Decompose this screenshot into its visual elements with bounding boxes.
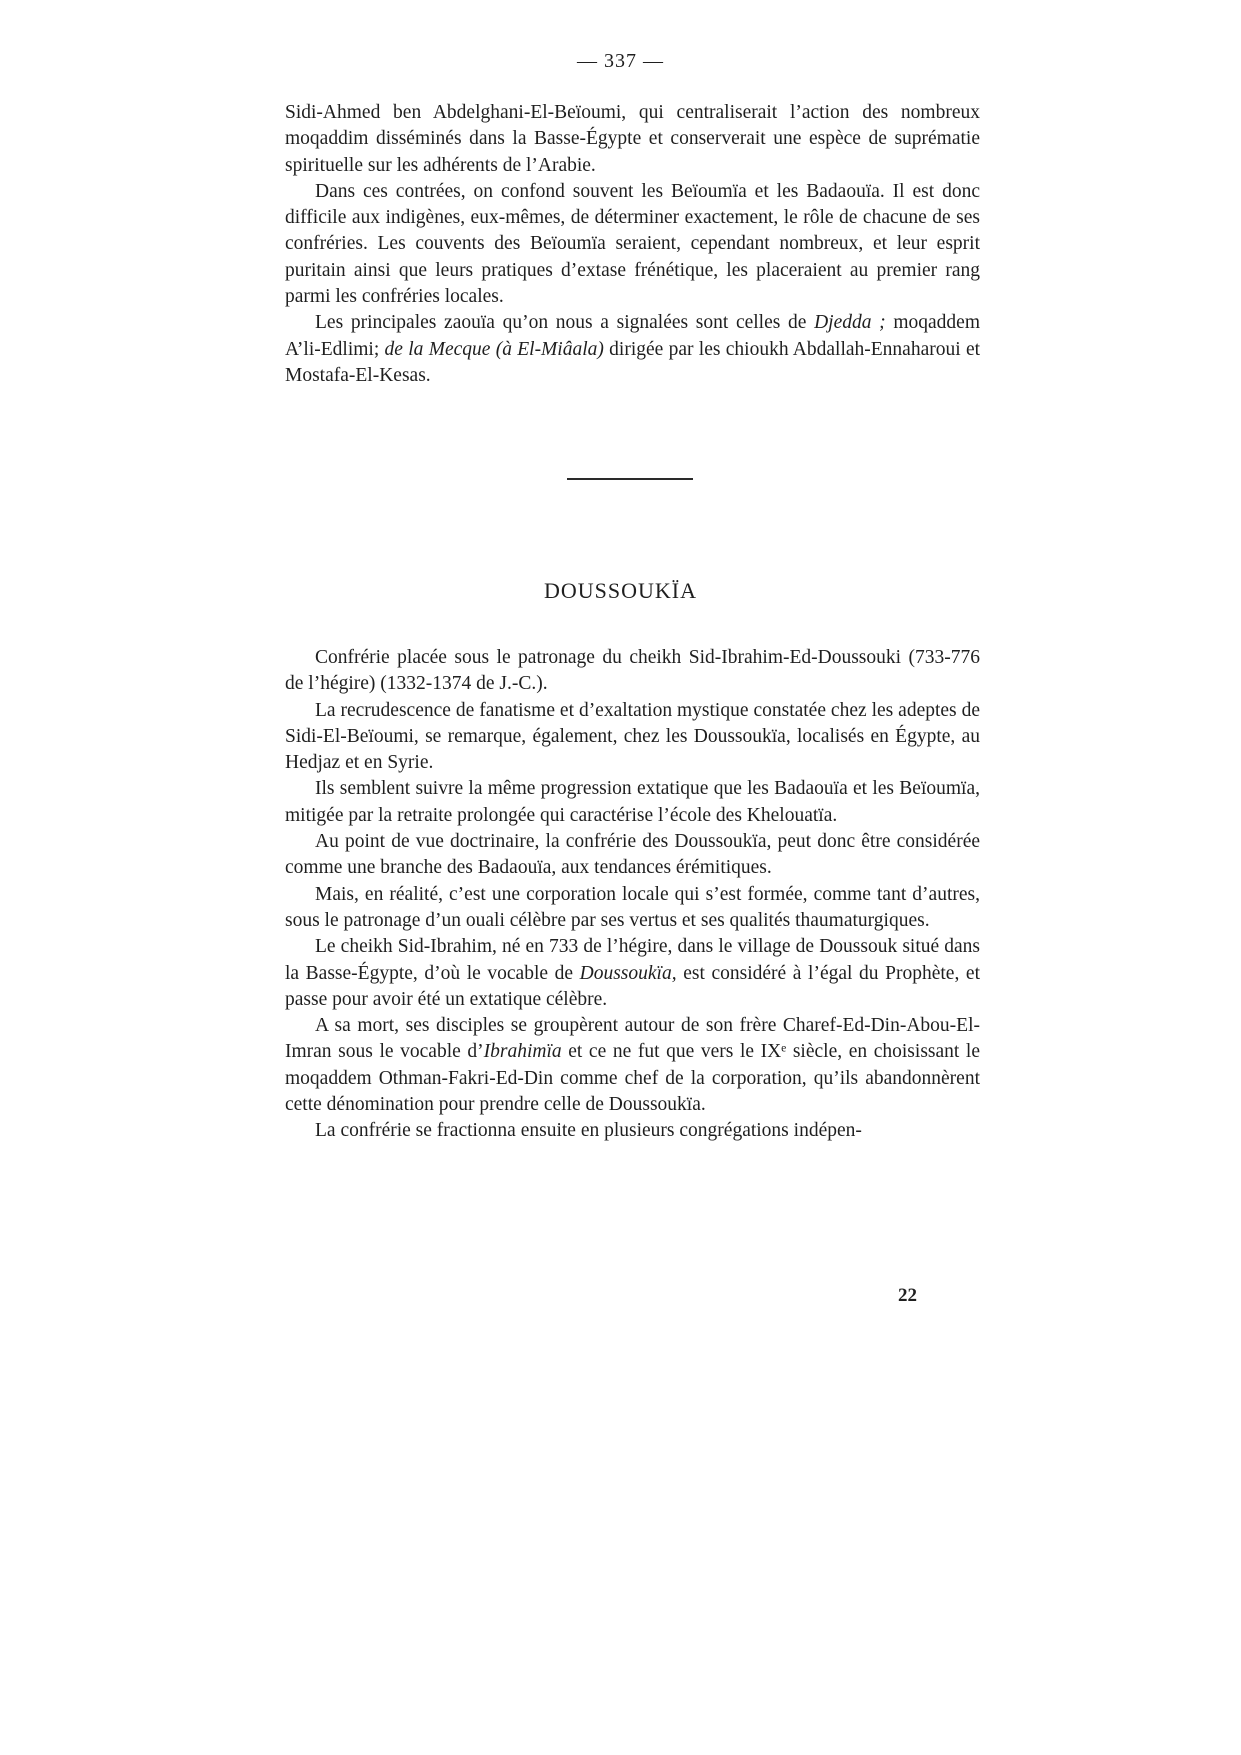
text-run: est considéré à l’égal du Prophète, et passe pour avoir été un extatique célèbre. [285, 962, 981, 1010]
section-divider [567, 478, 693, 480]
main-text-block [285, 645, 980, 1145]
paragraph-last-line: La confrérie se fractionna ensuite en plusieurs congrégations indépen- [315, 1120, 862, 1142]
text-run: moqaddem A’li-Edlimi; [285, 312, 980, 360]
paragraph: Sidi-Ahmed ben Abdelghani-El-Beïoumi, qui centraliserait l’action des nombreux moqaddim disséminés dans la Basse-Égypte et conserverait une espèce de suprématie spirituelle sur les adhérents de l’Arabie. [285, 102, 980, 176]
text-run: et ce ne fut que vers le IXᵉ siècle, en choisissant le moqaddem Othman-Fakri-Ed-Din comme chef de la corporation, qu’ils abandonnèrent cette dénomination pour prendre celle de Doussoukïa. [285, 1041, 980, 1116]
top-text-block [285, 100, 980, 389]
paragraph: Confrérie placée sous le patronage du cheikh Sid-Ibrahim-Ed-Doussouki (733-776 de l’hégire) (1332-1374 de J.-C.). [285, 647, 980, 695]
paragraph: Au point de vue doctrinaire, la confrérie des Doussoukïa, peut donc être considérée comme une branche des Badaouïa, aux tendances érémitiques. [285, 831, 980, 879]
italic-run: Djedda ; [814, 312, 886, 334]
italic-run: Doussoukïa, [579, 962, 677, 984]
text-run: Les principales zaouïa qu’on nous a signalées sont celles de [315, 312, 815, 334]
text-run: Le cheikh Sid-Ibrahim, né en 733 de l’hégire, dans le village de Doussouk situé dans la Basse-Égypte, d’où le vocable de [285, 936, 980, 984]
page-number: — 337 — [577, 50, 664, 72]
text-run: A sa mort, ses disciples se groupèrent autour de son frère Charef-Ed-Din-Abou-El-Imran sous le vocable d’ [285, 1015, 980, 1063]
section-title: DOUSSOUKÏA [543, 578, 697, 603]
paragraph-death [285, 1013, 980, 1118]
text-run: dirigée par les chioukh Abdallah-Ennaharoui et Mostafa-El-Kesas. [285, 338, 981, 386]
italic-run: de la Mecque (à El-Miâala) [384, 338, 604, 360]
paragraph: Dans ces contrées, on confond souvent les Beïoumïa et les Badaouïa. Il est donc difficile aux indigènes, eux-mêmes, de déterminer exactement, le rôle de chacune de ses confréries. Les couvents des Beïoumïa seraient, cependant nombreux, et leur esprit puritain ainsi que leurs pratiques d’extase frénétique, les placeraient au premier rang parmi les confréries locales. [285, 180, 980, 308]
paragraph: Mais, en réalité, c’est une corporation locale qui s’est formée, comme tant d’autres, sous le patronage d’un ouali célèbre par ses vertus et ses qualités thaumaturgiques. [285, 883, 980, 931]
paragraph-zaouia [285, 310, 980, 389]
signature-mark: 22 [898, 1285, 917, 1306]
italic-run: Ibrahimïa [483, 1041, 562, 1063]
paragraph-ibrahim [285, 934, 980, 1013]
paragraph: La recrudescence de fanatisme et d’exaltation mystique constatée chez les adeptes de Sidi-El-Beïoumi, se remarque, également, chez les Doussoukïa, localisés en Égypte, au Hedjaz et en Syrie. [285, 699, 980, 774]
paragraph: Ils semblent suivre la même progression extatique que les Badaouïa et les Beïoumïa, mitigée par la retraite prolongée qui caractérise l’école des Khelouatïa. [285, 778, 980, 826]
